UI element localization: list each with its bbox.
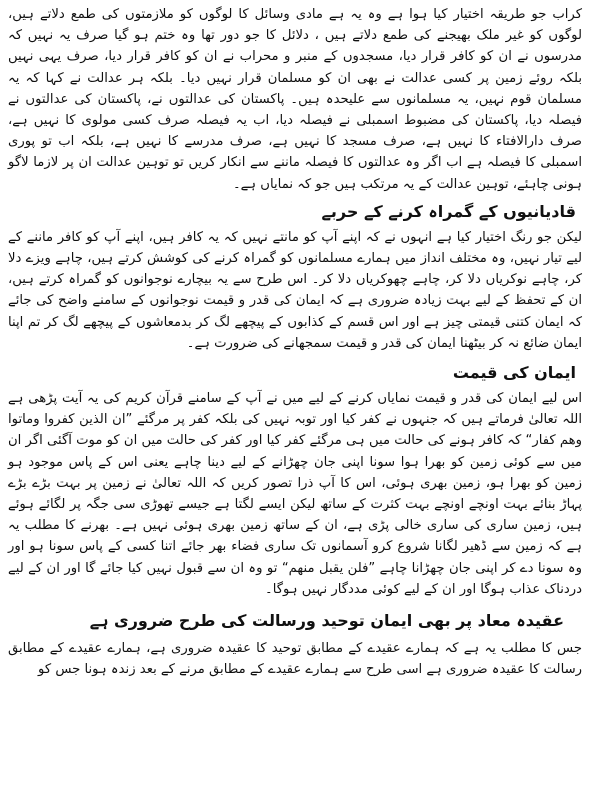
section-belief-in-resurrection [8,608,582,680]
section-value-of-iman [8,360,582,600]
paragraph: جس کا مطلب یہ ہے کہ ہمارے عقیدے کے مطابق توحید کا عقیدہ ضروری ہے، ہمارے عقیدے کے مطابق رسالت کا عقیدہ ضروری ہے اسی طرح سے ہمارے عقیدے کے مطابق مرنے کے بعد زندہ ہونا جس کو [8,641,582,678]
section-heading: قادیانیوں کے گمراہ کرنے کے حربے [321,201,576,221]
section-heading: عقیدہ معاد پر بھی ایمان توحید ورسالت کی طرح ضروری ہے [89,611,564,631]
section-heading: ایمان کی قیمت [452,363,576,383]
paragraph: اس لیے ایمان کی قدر و قیمت نمایاں کرنے کے لیے میں نے آپ کے سامنے قرآن کریم کی یہ آیت پڑھی ہے اللہ تعالیٰ فرماتے ہیں کہ جنہوں نے کفر کیا اور توبہ نہیں کی بلکہ کفر پر مرگئے ”ان الذین کفروا وماتوا وھم کفار“ کہ کافر ہونے کی حالت میں ہی مرگئے کفر کیا اور کفر کی حالت میں ان کو موت آگئی اگر ان میں سے کوئی زمین کو بھرا ہوا سونا اپنی جان چھڑانے کے لیے دینا چاہے یعنی اس کے پاس موجود ہو زمین کو بھرا ہو، زمین بھری ہوئی، اس کا آپ ذرا تصور کریں کہ اللہ تعالیٰ نے زمین پر بہت بڑے بڑے پہاڑ بنائے بہت اونچے اونچے بہت کثرت کے ساتھ لیکن ایسے لگتا ہے جیسے تھوڑی سی جگہ پر لگائے ہوئے ہیں، زمین ساری کی ساری خالی پڑی ہے، ان کے ساتھ زمین بھری ہوئی نہیں ہے۔ بھرنے کا مطلب یہ ہے کہ زمین سے ڈھیر لگانا شروع کرو آسمانوں تک ساری فضاء بھر جائے اتنا کسی کے پاس سونا ہو اور وہ سونا دے کر اپنی جان چھڑانا چاہے ”فلن یقبل منھم“ تو وہ ان سے قبول نہیں کیا جائے گا اور ان کے لیے دردناک عذاب ہوگا اور ان کے لیے کوئی مددگار نہیں ہوگا۔ [8,391,582,597]
section-qadiani-tactics [8,199,582,354]
section-intro [8,4,582,195]
paragraph: کراب جو طریقہ اختیار کیا ہوا ہے وہ یہ ہے مادی وسائل کا لوگوں کو ملازمتوں کی طمع دلاتے ہیں، لوگوں کو غیر ملک بھیجنے کی طمع دلاتے ہیں ، دلائل کا جو دور تھا وہ ختم ہو گیا صرف یہ نہیں کہ مدرسوں نے ان کو کافر قرار دیا، مسجدوں کے منبر و محراب نے ان کو کافر قرار دیا، صرف یہی نہیں بلکہ روئے زمین پر کسی عدالت نے بھی ان کو مسلمان قرار نہیں دیا۔ بلکہ ہر عدالت نے کہا کہ یہ مسلمان قوم نہیں، یہ مسلمانوں سے علیحدہ ہیں۔ پاکستان کی عدالتوں نے، پاکستان کی عدالتوں نے فیصلہ دیا، پاکستان کی مضبوط اسمبلی نے فیصلہ دیا، اب یہ فیصلہ صرف کسی مولوی کا نہیں ہے، صرف دارالافتاء کا نہیں ہے، صرف مسجد کا نہیں ہے، صرف مدرسے کا نہیں ہے، بلکہ اب تو پوری اسمبلی کا فیصلہ ہے اب اگر وہ عدالتوں کا فیصلہ ماننے سے انکار کریں تو توہین عدالت ان پر لازما لاگو ہونی چاہئے، توہین عدالت کے یہ مرتکب ہیں جو کہ نمایاں ہے۔ [8,7,582,192]
paragraph: لیکن جو رنگ اختیار کیا ہے انہوں نے کہ اپنے آپ کو مانتے نہیں کہ یہ کافر ہیں، اپنے آپ کو کافر ماننے کے لیے تیار نہیں، وہ مختلف انداز میں ہمارے مسلمانوں کو گمراہ کرنے کی کوشش کرتے ہیں، چاہے ویزے دلا کر، چاہے نوکریاں دلا کر، چاہے چھوکریاں دلا کر۔ اس طرح سے یہ بیچارے نوجوانوں کو گمراہ کرتے ہیں، ان کے تحفظ کے لیے بہت زیادہ ضروری ہے کہ ایمان کی قدر و قیمت نوجوانوں کے سامنے واضح کی جائے کہ ایمان کتنی قیمتی چیز ہے اور اس قسم کے کذابوں کے پیچھے لگ کر بدمعاشوں کے پیچھے لگ کر تم اپنا ایمان ضائع نہ کر بیٹھنا ایمان کی قدر و قیمت سمجھانے کی ضرورت ہے۔ [8,229,582,351]
